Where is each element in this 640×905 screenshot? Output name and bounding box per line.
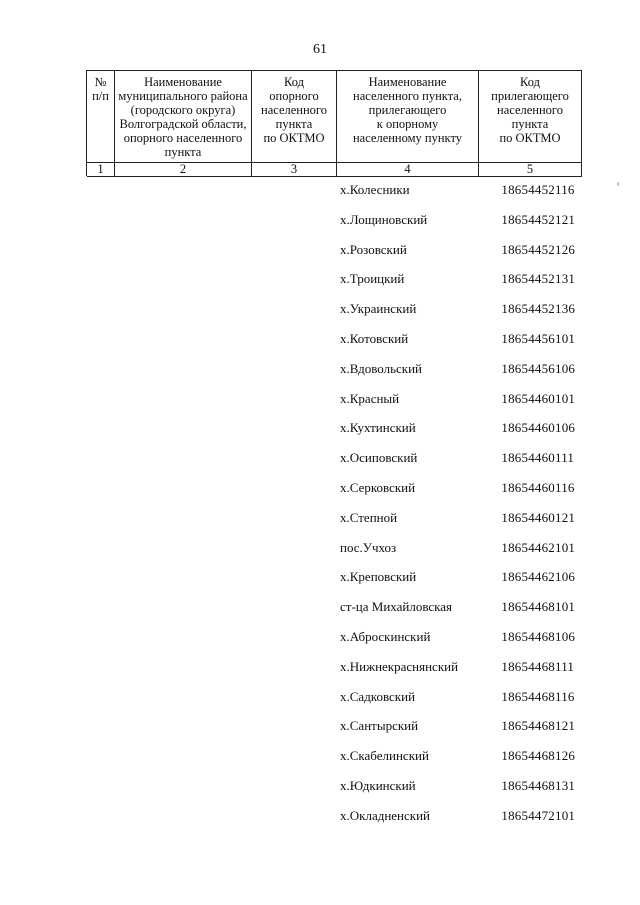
settlement-name: х.Степной [340,509,398,525]
table-row [336,242,586,272]
oktmo-code: 18654452131 [501,271,576,287]
table-row [336,569,586,599]
table-row [336,718,586,748]
settlement-name: х.Котовский [340,330,409,346]
settlement-name: х.Садковский [340,688,416,704]
table-row [336,331,586,361]
settlement-name: пос.Учхоз [340,539,397,555]
settlement-name: х.Розовский [340,241,407,257]
oktmo-code: 18654472101 [501,807,576,823]
oktmo-code: 18654460111 [501,450,575,466]
settlement-name: х.Нижнекраснянский [340,658,459,674]
table-row [336,510,586,540]
settlement-name: х.Красный [340,390,400,406]
table-row [336,778,586,808]
table-row [336,301,586,331]
settlement-name: х.Сантырский [340,718,419,734]
table-row [336,361,586,391]
oktmo-code: 18654468126 [501,748,576,764]
header-adjacent-name: Наименование населенного пункта, прилегающего к опорному населенному пункту [337,71,479,163]
oktmo-code: 18654468111 [501,658,575,674]
table-row [336,271,586,301]
oktmo-code: 18654460116 [501,479,575,495]
settlement-name: х.Кухтинский [340,420,416,436]
oktmo-code: 18654460121 [501,509,576,525]
table-row [336,808,586,838]
oktmo-code: 18654468106 [501,628,576,644]
settlement-name: х.Троицкий [340,271,405,287]
oktmo-code: 18654468116 [501,688,575,704]
header-municipal-district: Наименование муниципального района (городского округа) Волгоградской области, опорного населенного пункта [115,71,252,163]
oktmo-code: 18654462101 [501,539,576,555]
table-row [336,659,586,689]
settlement-name: х.Креповский [340,569,417,585]
oktmo-code: 18654468131 [501,777,576,793]
oktmo-code: 18654452121 [501,211,576,227]
column-number-4: 4 [337,163,479,177]
settlement-name: х.Осиповский [340,450,418,466]
settlement-name: х.Вдовольский [340,360,423,376]
header-support-code: Код опорного населенного пункта по ОКТМО [252,71,337,163]
table-row [336,391,586,421]
settlement-list [336,182,586,838]
oktmo-code: 18654460101 [501,390,576,406]
column-number-1: 1 [87,163,115,177]
settlement-name: х.Окладненский [340,807,431,823]
table-row [336,182,586,212]
header-adjacent-code: Код прилегающего населенного пункта по ОКТМО [479,71,582,163]
table-row [336,540,586,570]
settlement-name: х.Аброскинский [340,628,431,644]
column-number-5: 5 [479,163,582,177]
table-row [336,689,586,719]
settlement-name: х.Серковский [340,479,416,495]
scan-mark [617,182,619,186]
oktmo-code: 18654468121 [501,718,576,734]
oktmo-code: 18654452126 [501,241,576,257]
header-number: № п/п [87,71,115,163]
table-row [336,480,586,510]
settlement-name: х.Юдкинский [340,777,416,793]
oktmo-code: 18654462106 [501,569,576,585]
table-row [336,212,586,242]
column-number-2: 2 [115,163,252,177]
table-row [336,629,586,659]
settlement-name: х.Лощиновский [340,211,428,227]
oktmo-code: 18654468101 [501,599,576,615]
table-row [336,450,586,480]
oktmo-code: 18654452116 [501,182,575,197]
oktmo-code: 18654460106 [501,420,576,436]
oktmo-code: 18654456101 [501,330,576,346]
settlement-name: ст-ца Михайловская [340,599,453,615]
oktmo-code: 18654456106 [501,360,576,376]
oktmo-code: 18654452136 [501,301,576,317]
table-row [336,599,586,629]
settlement-name: х.Украинский [340,301,417,317]
settlement-name: х.Колесники [340,182,410,197]
table-row [336,420,586,450]
settlement-name: х.Скабелинский [340,748,429,764]
column-number-3: 3 [252,163,337,177]
table-row [336,748,586,778]
table-header [86,70,582,176]
page-number: 61 [313,42,327,57]
